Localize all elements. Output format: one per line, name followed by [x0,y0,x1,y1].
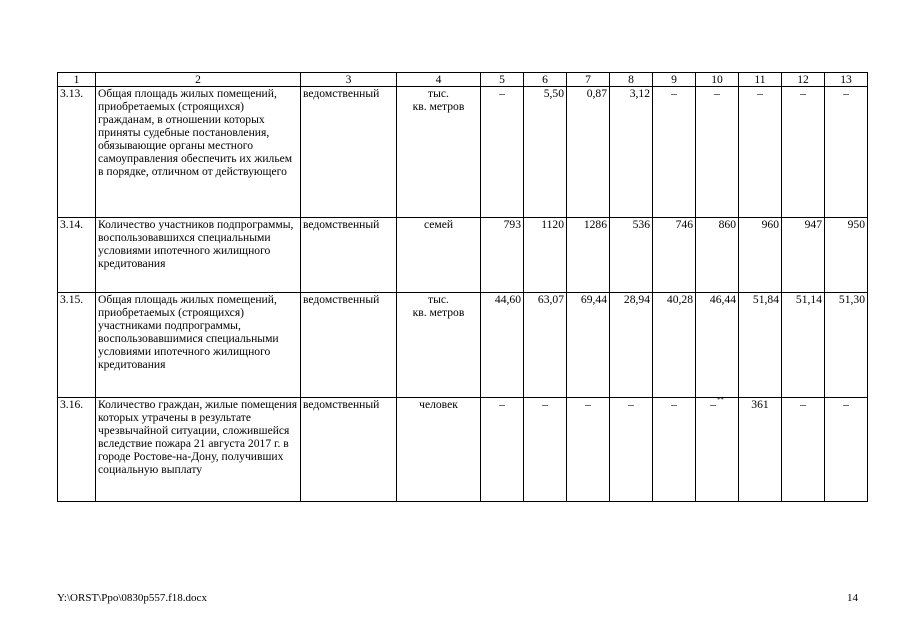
column-number: 13 [825,73,868,87]
column-number: 5 [481,73,524,87]
column-number: 4 [397,73,481,87]
value-text: – [710,398,716,411]
value-cell: 960 [739,218,782,293]
value-cell: 1286 [567,218,610,293]
footnote-mark: ** [716,397,724,404]
value-cell: 793 [481,218,524,293]
column-number: 3 [301,73,397,87]
value-cell: – [696,87,739,218]
column-number: 11 [739,73,782,87]
value-cell: 46,44 [696,293,739,398]
value-cell: 746 [653,218,696,293]
value-cell: – [524,398,567,502]
data-source: ведомственный [301,293,397,398]
column-number: 2 [96,73,301,87]
unit-label: кв. метров [412,306,465,319]
column-number: 12 [782,73,825,87]
value-cell: 3,12 [610,87,653,218]
value-cell: – [825,87,868,218]
data-source: ведомственный [301,87,397,218]
value-cell: – [567,398,610,502]
value-cell: 947 [782,218,825,293]
value-cell: 51,14 [782,293,825,398]
value-cell: 28,94 [610,293,653,398]
unit-label: человек [419,398,458,411]
unit-cell [397,398,481,502]
value-cell: – [610,398,653,502]
value-cell: 950 [825,218,868,293]
value-cell: – [653,398,696,502]
value-cell: 361 [739,398,782,502]
row-number: 3.15. [58,293,96,398]
value-cell: 1120 [524,218,567,293]
column-number: 6 [524,73,567,87]
unit-cell [397,218,481,293]
value-cell: 63,07 [524,293,567,398]
unit-cell [397,293,481,398]
indicators-table [57,72,868,502]
data-source: ведомственный [301,218,397,293]
unit-label: тыс. [428,87,449,100]
unit-cell [397,87,481,218]
unit-label: кв. метров [412,100,465,113]
row-number: 3.13. [58,87,96,218]
table-row [58,87,868,218]
table-row [58,293,868,398]
value-cell: 44,60 [481,293,524,398]
value-cell: 536 [610,218,653,293]
row-number: 3.16. [58,398,96,502]
unit-label: семей [423,218,454,231]
footer-file-path: Y:\ORST\Ppo\0830p557.f18.docx [57,592,207,604]
row-number: 3.14. [58,218,96,293]
indicator-name: Общая площадь жилых помещений, приобретаемых (строящихся) гражданам, в отношении которых приняты судебные постановления, обязывающие органы местного самоуправления обеспечить их жильем в порядке, отличном от действующего [96,87,301,218]
value-cell: – [653,87,696,218]
value-cell: – [782,87,825,218]
value-cell: – [739,87,782,218]
value-cell: – [825,398,868,502]
indicator-name: Количество граждан, жилые помещения которых утрачены в результате чрезвычайной ситуации, сложившейся вследствие пожара 21 августа 2017 г. в городе Ростове-на-Дону, получивших социальную выплату [96,398,301,502]
page-number: 14 [847,592,858,604]
column-number-row [58,73,868,87]
value-cell: 5,50 [524,87,567,218]
column-number: 9 [653,73,696,87]
value-cell: 51,30 [825,293,868,398]
value-cell: – [481,87,524,218]
column-number: 7 [567,73,610,87]
value-cell: – [481,398,524,502]
indicator-name: Общая площадь жилых помещений, приобретаемых (строящихся) участниками подпрограммы, воспользовавшимися специальными условиями ипотечного жилищного кредитования [96,293,301,398]
indicator-name: Количество участников подпрограммы, воспользовавшихся специальными условиями ипотечного жилищного кредитования [96,218,301,293]
value-cell: 69,44 [567,293,610,398]
unit-label: тыс. [428,293,449,306]
column-number: 10 [696,73,739,87]
table-row [58,218,868,293]
column-number: 8 [610,73,653,87]
value-cell [696,398,739,502]
value-cell: 860 [696,218,739,293]
value-cell: – [782,398,825,502]
data-source: ведомственный [301,398,397,502]
value-cell: 40,28 [653,293,696,398]
value-cell: 0,87 [567,87,610,218]
table-row [58,398,868,502]
column-number: 1 [58,73,96,87]
value-cell: 51,84 [739,293,782,398]
